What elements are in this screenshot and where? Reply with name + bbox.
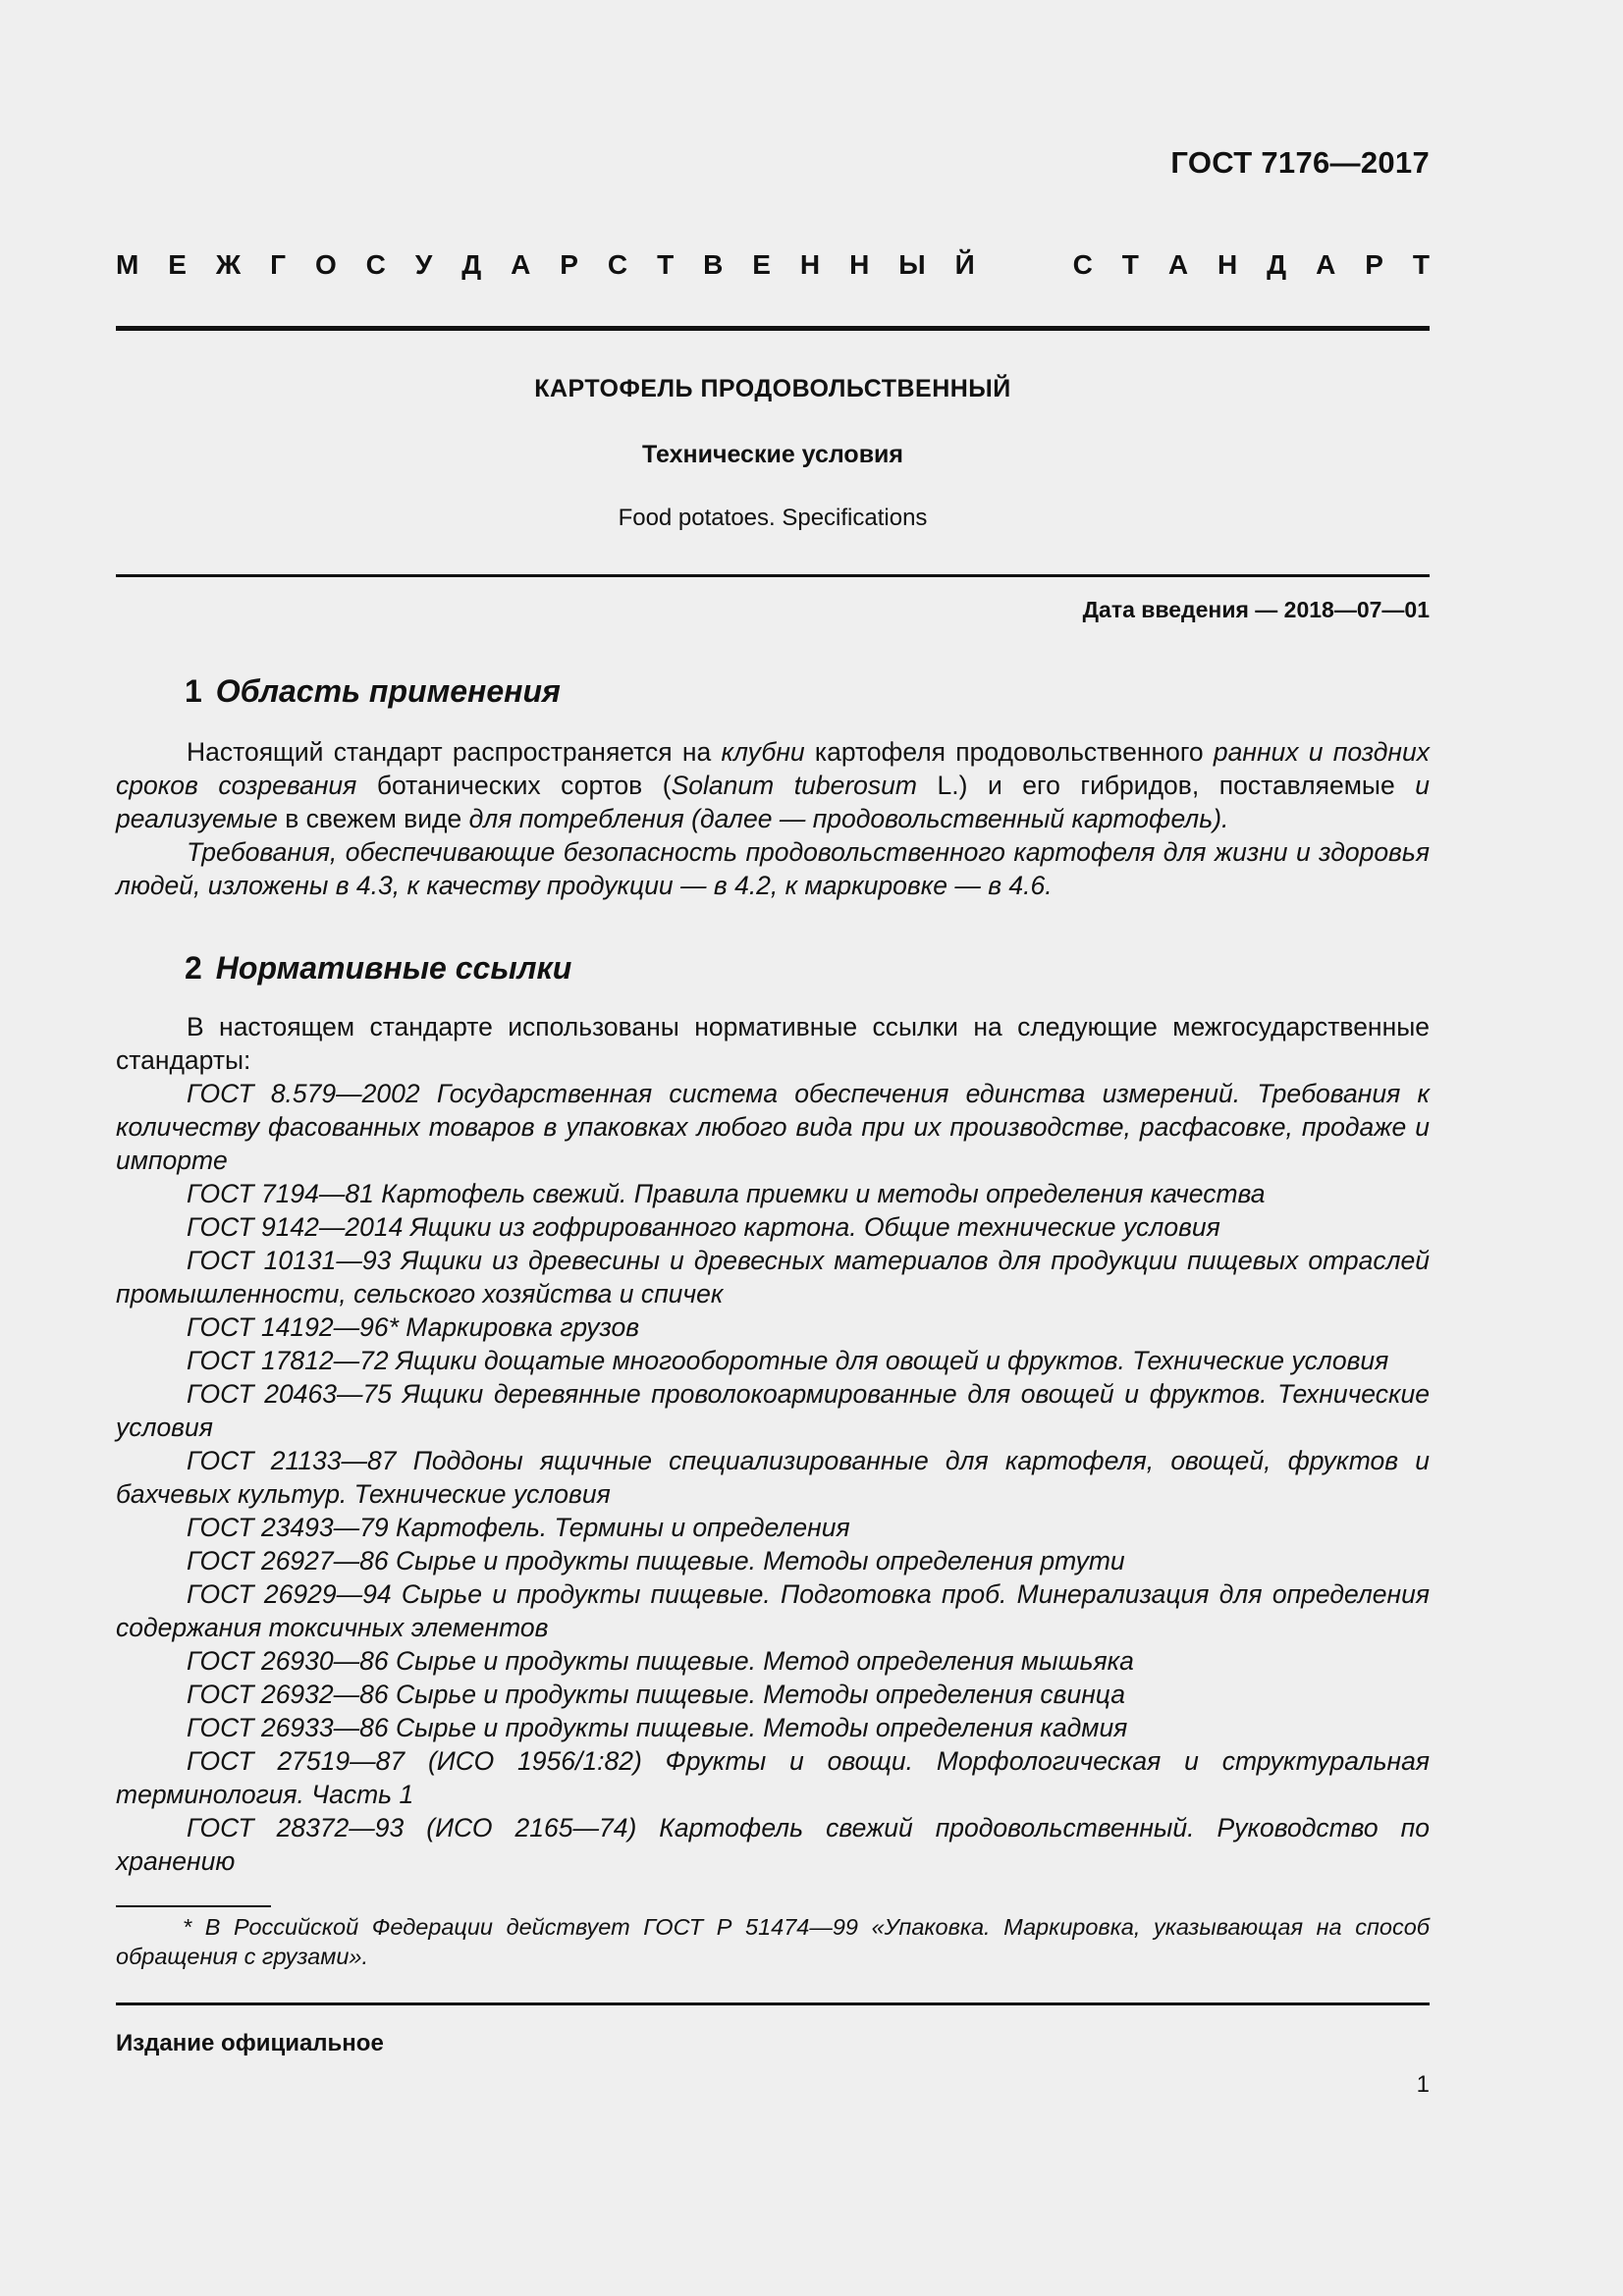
reference-item: ГОСТ 26933—86 Сырье и продукты пищевые. Методы определения кадмия: [187, 1713, 1128, 1742]
doc-type-letter: Н: [799, 249, 821, 280]
doc-type-letter: О: [314, 249, 337, 280]
doc-type-letter: Ж: [215, 249, 242, 280]
references-list: [116, 1077, 1430, 1878]
doc-type-letter: А: [1167, 249, 1189, 280]
reference-item: ГОСТ 26929—94 Сырье и продукты пищевые. Подготовка проб. Минерализация для определения содержания токсичных элементов: [116, 1579, 1430, 1642]
title-divider: [116, 574, 1430, 577]
standard-title: КАРТОФЕЛЬ ПРОДОВОЛЬСТВЕННЫЙ: [534, 375, 1011, 402]
standard-subtitle: Технические условия: [641, 441, 904, 468]
reference-item: ГОСТ 8.579—2002 Государственная система обеспечения единства измерений. Требования к количеству фасованных товаров в упаковках любого вида при их производстве, расфасовке, продаже и импорте: [116, 1079, 1430, 1175]
scope-paragraph: Настоящий стандарт распространяется на клубни картофеля продовольственного ранних и поздних сроков созревания ботанических сортов (Solanum tuberosum L.) и его гибридов, поставляемые и реализуемые в свежем виде для потребления (далее — продовольственный картофель).: [116, 737, 1430, 833]
doc-type-letter: Т: [1412, 249, 1430, 280]
reference-item: ГОСТ 23493—79 Картофель. Термины и определения: [187, 1513, 850, 1542]
doc-type-letter: Е: [168, 249, 187, 280]
doc-type-word-gap: [1004, 247, 1044, 283]
reference-item: ГОСТ 28372—93 (ИСО 2165—74) Картофель свежий продовольственный. Руководство по хранению: [116, 1813, 1430, 1876]
reference-item: ГОСТ 17812—72 Ящики дощатые многооборотные для овощей и фруктов. Технические условия: [187, 1346, 1389, 1375]
doc-type-letter: С: [365, 249, 386, 280]
reference-item: ГОСТ 27519—87 (ИСО 1956/1:82) Фрукты и овощи. Морфологическая и структуральная терминология. Часть 1: [116, 1746, 1430, 1809]
doc-type-letter: М: [116, 249, 139, 280]
reference-item: ГОСТ 20463—75 Ящики деревянные проволокоармированные для овощей и фруктов. Технические условия: [116, 1379, 1430, 1442]
section-2-heading: [185, 950, 571, 987]
document-number: ГОСТ 7176—2017: [1170, 145, 1430, 180]
reference-item: ГОСТ 9142—2014 Ящики из гофрированного картона. Общие технические условия: [187, 1212, 1220, 1242]
doc-type-letter: В: [703, 249, 724, 280]
doc-type-letter: Г: [270, 249, 287, 280]
doc-type-letter: Т: [1121, 249, 1139, 280]
doc-type-letter: Й: [954, 249, 975, 280]
footer-divider: [116, 2002, 1430, 2005]
reference-item: ГОСТ 26927—86 Сырье и продукты пищевые. Методы определения ртути: [187, 1546, 1125, 1575]
section-1-heading: [185, 673, 561, 710]
section-title: Нормативные ссылки: [215, 950, 572, 986]
doc-type-letter: Р: [560, 249, 578, 280]
footnote: * В Российской Федерации действует ГОСТ Р 51474—99 «Упаковка. Маркировка, указывающая на способ обращения с грузами».: [116, 1914, 1430, 1969]
doc-type-letter: Е: [752, 249, 771, 280]
doc-type-letter: Ы: [898, 249, 926, 280]
doc-type-letter: Д: [1267, 249, 1287, 280]
standard-title-english: Food potatoes. Specifications: [618, 505, 928, 531]
reference-item: ГОСТ 26930—86 Сырье и продукты пищевые. Метод определения мышьяка: [187, 1646, 1134, 1676]
document-type: [116, 247, 1430, 283]
doc-type-letter: Н: [1217, 249, 1238, 280]
introduction-date: Дата введения — 2018—07—01: [1082, 597, 1430, 622]
doc-type-letter: Р: [1365, 249, 1383, 280]
doc-type-letter: А: [511, 249, 531, 280]
reference-item: ГОСТ 7194—81 Картофель свежий. Правила приемки и методы определения качества: [187, 1179, 1266, 1208]
section-number: 1: [185, 673, 202, 709]
doc-type-letter: С: [607, 249, 628, 280]
doc-type-letter: Д: [461, 249, 482, 280]
doc-type-letter: С: [1072, 249, 1093, 280]
reference-item: ГОСТ 21133—87 Поддоны ящичные специализированные для картофеля, овощей, фруктов и бахчевых культур. Технические условия: [116, 1446, 1430, 1509]
doc-type-letter: Н: [849, 249, 870, 280]
page-number: 1: [1416, 2071, 1430, 2098]
official-edition-label: Издание официальное: [116, 2030, 384, 2056]
doc-type-letter: Т: [657, 249, 675, 280]
reference-item: ГОСТ 10131—93 Ящики из древесины и древесных материалов для продукции пищевых отраслей промышленности, сельского хозяйства и спичек: [116, 1246, 1430, 1308]
section-number: 2: [185, 950, 202, 986]
doc-type-letter: А: [1316, 249, 1336, 280]
footnote-divider: [116, 1905, 271, 1907]
doc-type-letter: У: [414, 249, 433, 280]
header-divider: [116, 326, 1430, 331]
requirements-paragraph: Требования, обеспечивающие безопасность продовольственного картофеля для жизни и здоровья людей, изложены в 4.3, к качеству продукции — в 4.2, к маркировке — в 4.6.: [116, 837, 1430, 900]
section-title: Область применения: [215, 673, 561, 709]
reference-item: ГОСТ 14192—96* Маркировка грузов: [187, 1312, 640, 1342]
reference-item: ГОСТ 26932—86 Сырье и продукты пищевые. Методы определения свинца: [187, 1680, 1125, 1709]
references-intro: В настоящем стандарте использованы нормативные ссылки на следующие межгосударственные стандарты:: [116, 1012, 1430, 1075]
